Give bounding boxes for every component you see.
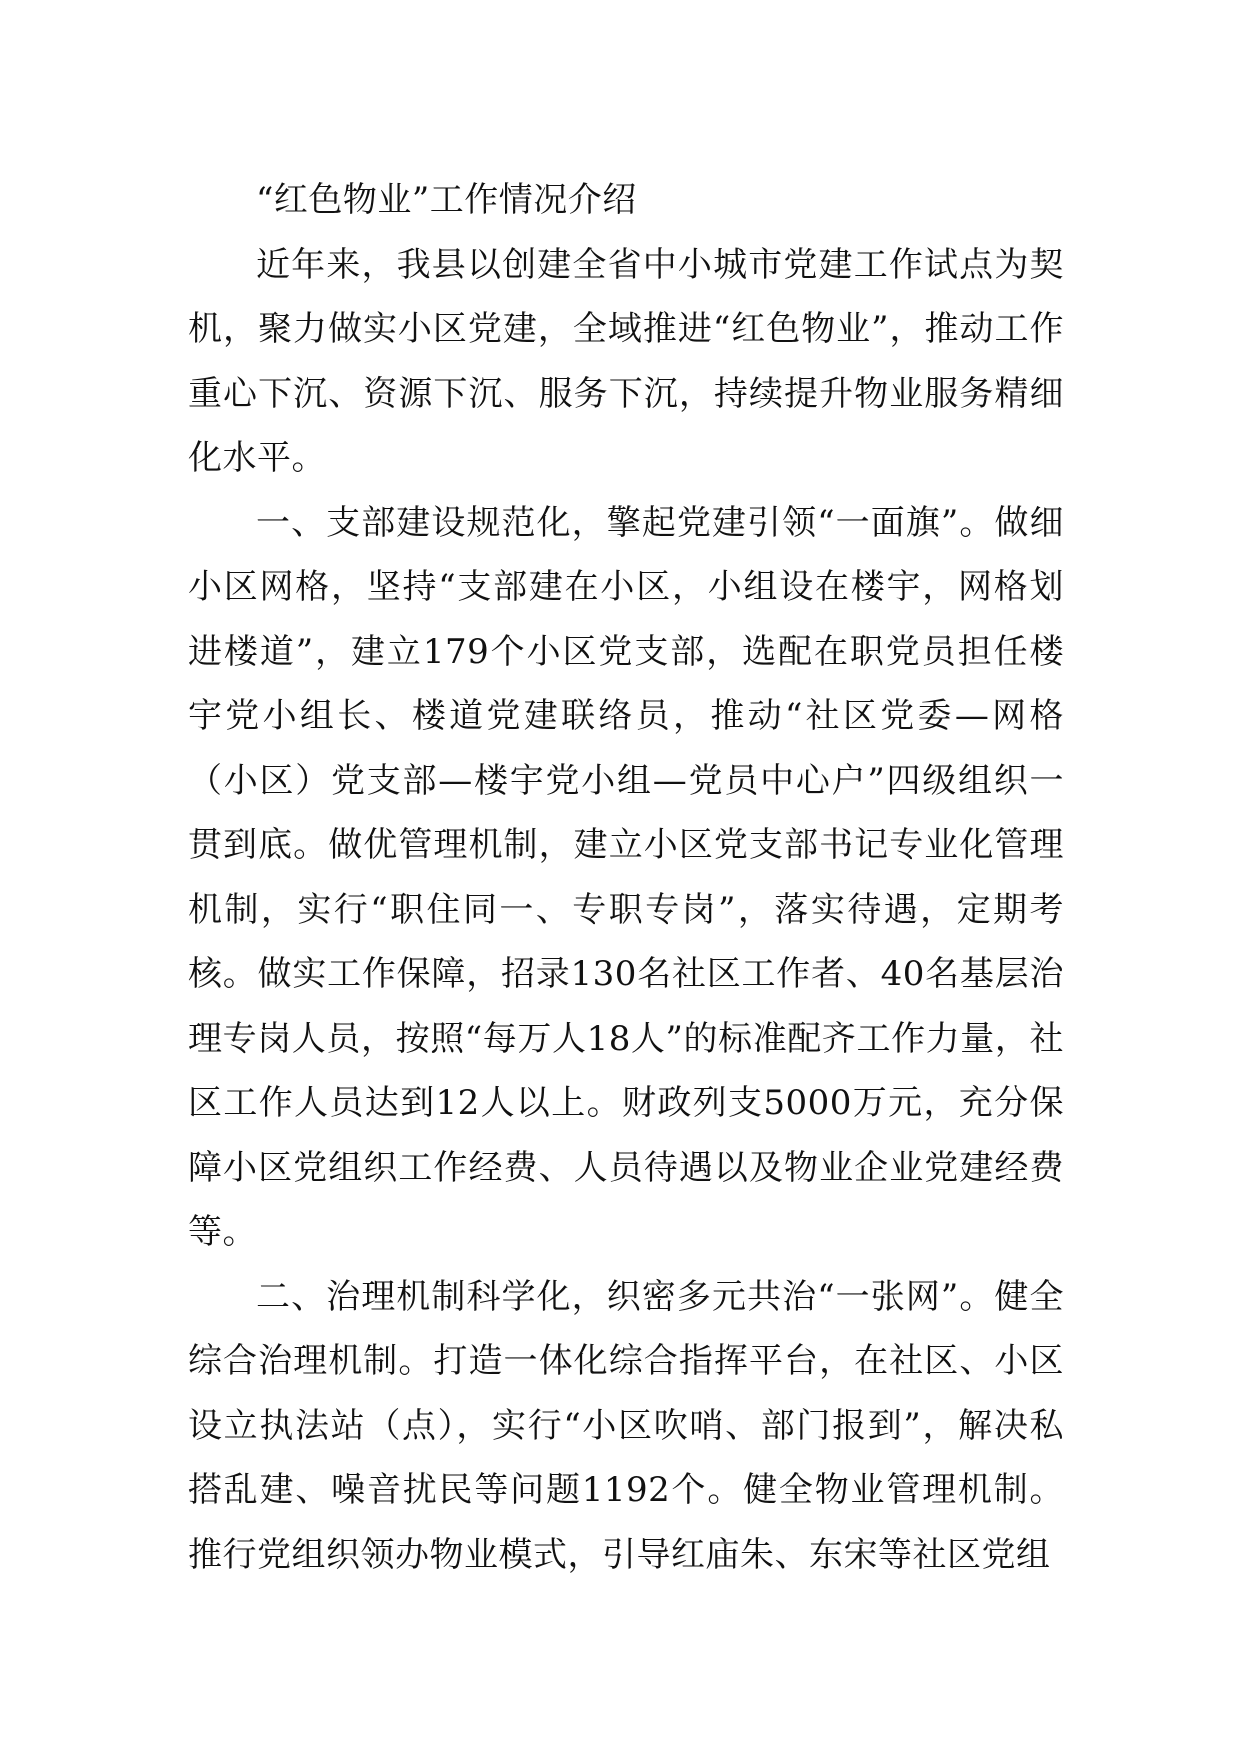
document-body bbox=[188, 168, 1064, 1587]
document-title: “红色物业”工作情况介绍 bbox=[256, 180, 637, 220]
paragraph-intro: 近年来，我县以创建全省中小城市党建工作试点为契机，聚力做实小区党建，全域推进“红色物业”，推动工作重心下沉、资源下沉、服务下沉，持续提升物业服务精细化水平。 bbox=[188, 244, 1064, 478]
paragraph-section-2: 二、治理机制科学化，织密多元共治“一张网”。健全综合治理机制。打造一体化综合指挥平台，在社区、小区设立执法站（点），实行“小区吹哨、部门报到”，解决私搭乱建、噪音扰民等问题1192个。健全物业管理机制。推行党组织领办物业模式，引导红庙朱、东宋等社区党组 bbox=[188, 1276, 1064, 1575]
paragraph-section-1: 一、支部建设规范化，擎起党建引领“一面旗”。做细小区网格，坚持“支部建在小区，小组设在楼宇，网格划进楼道”，建立179个小区党支部，选配在职党员担任楼宇党小组长、楼道党建联络员，推动“社区党委—网格（小区）党支部—楼宇党小组—党员中心户”四级组织一贯到底。做优管理机制，建立小区党支部书记专业化管理机制，实行“职住同一、专职专岗”，落实待遇，定期考核。做实工作保障，招录130名社区工作者、40名基层治理专岗人员，按照“每万人18人”的标准配齐工作力量，社区工作人员达到12人以上。财政列支5000万元，充分保障小区党组织工作经费、人员待遇以及物业企业党建经费等。 bbox=[188, 502, 1064, 1252]
